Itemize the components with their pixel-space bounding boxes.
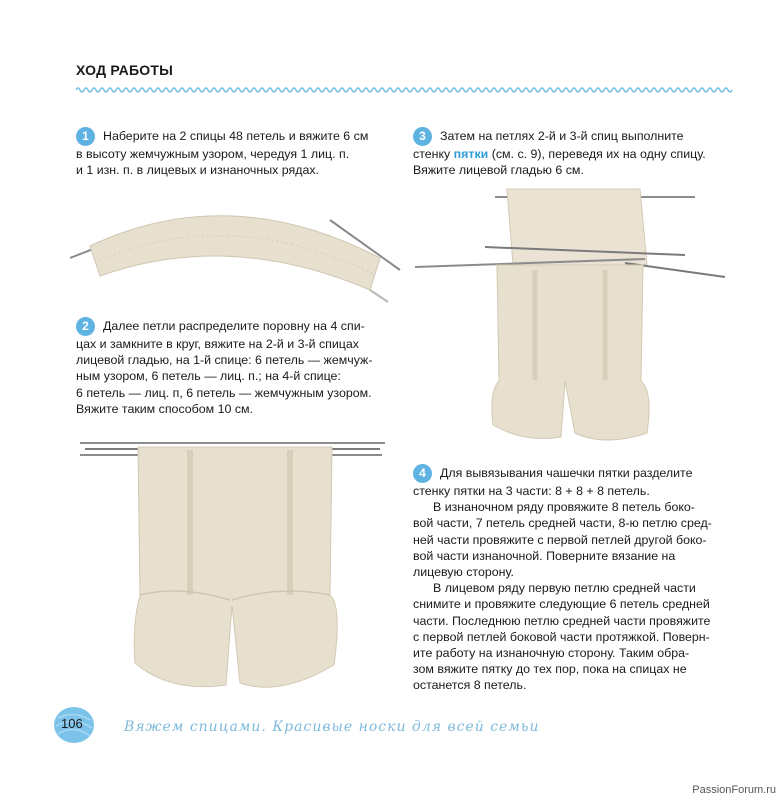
step-line: Затем на петлях 2-й и 3-й спиц выполните	[440, 128, 684, 143]
step-line-prefix: стенку	[413, 147, 454, 161]
step-3-text	[413, 127, 743, 178]
step-number-badge: 3	[413, 127, 432, 146]
step-line: ным узором, 6 петель — лиц. п.; на 4-й спице:	[76, 369, 341, 384]
step-line: вой части, 7 петель средней части, 8-ю петлю сред-	[413, 516, 712, 531]
step-line: части. Последнюю петлю средней части провяжите	[413, 613, 711, 628]
step-line: лицевой гладью, на 1-й спице: 6 петель — жемчуж-	[76, 353, 373, 368]
step-4-text	[413, 464, 743, 694]
step-line: лицевую сторону.	[413, 565, 514, 580]
page-number-badge	[50, 706, 94, 744]
step-line: Наберите на 2 спицы 48 петель и вяжите 6 см	[103, 128, 369, 143]
step-line: с первой петлей боковой части протяжкой. Поверн-	[413, 629, 710, 644]
step-line: зом вяжите пятку до тех пор, пока на спицах не	[413, 662, 687, 677]
step-number-badge: 2	[76, 317, 95, 336]
step-line: 6 петель — лиц. п, 6 петель — жемчужным узором.	[76, 385, 372, 400]
heel-flap-photo	[415, 185, 735, 455]
step-line: останется 8 петель.	[413, 678, 527, 693]
step-line: в высоту жемчужным узором, чередуя 1 лиц. п.	[76, 147, 350, 161]
step-line: Вяжите лицевой гладью 6 см.	[413, 163, 584, 178]
step-number-badge: 1	[76, 127, 95, 146]
sock-on-needles-photo	[80, 435, 390, 695]
step-1-text	[76, 127, 396, 178]
page-number: 106	[61, 716, 83, 731]
step-line: В изнаночном ряду провяжите 8 петель боко-	[433, 500, 695, 515]
heel-link[interactable]: пятки	[453, 147, 489, 161]
step-line: и 1 изн. п. в лицевых и изнаночных рядах.	[76, 163, 319, 178]
section-title: ХОД РАБОТЫ	[76, 62, 173, 78]
step-line: Для вывязывания чашечки пятки разделите	[440, 465, 693, 480]
step-line: вой части изнаночной. Поверните вязание на	[413, 548, 676, 563]
step-line: В лицевом ряду первую петлю средней части	[433, 581, 696, 596]
step-number-badge: 4	[413, 464, 432, 483]
step-line-suffix: (см. с. 9), переведя их на одну спицу.	[488, 147, 706, 161]
step-line: Далее петли распределите поровну на 4 спи-	[103, 318, 365, 333]
step-line: Вяжите таким способом 10 см.	[76, 401, 253, 416]
knitted-strip-photo	[70, 190, 400, 310]
wavy-divider	[76, 86, 732, 94]
step-line: стенку пятки на 3 части: 8 + 8 + 8 петель.	[413, 484, 650, 498]
step-line: ите работу на изнаночную сторону. Таким обра-	[413, 646, 690, 661]
watermark: PassionForum.ru	[692, 784, 776, 796]
step-2-text	[76, 317, 396, 417]
step-line: снимите и провяжите следующие 6 петель средней	[413, 597, 710, 612]
step-line: цах и замкните в круг, вяжите на 2-й и 3-й спицах	[76, 337, 359, 351]
footer-book-title: Вяжем спицами. Красивые носки для всей семьи	[124, 719, 540, 735]
step-line: ней части провяжите с первой петлей другой боко-	[413, 532, 707, 547]
